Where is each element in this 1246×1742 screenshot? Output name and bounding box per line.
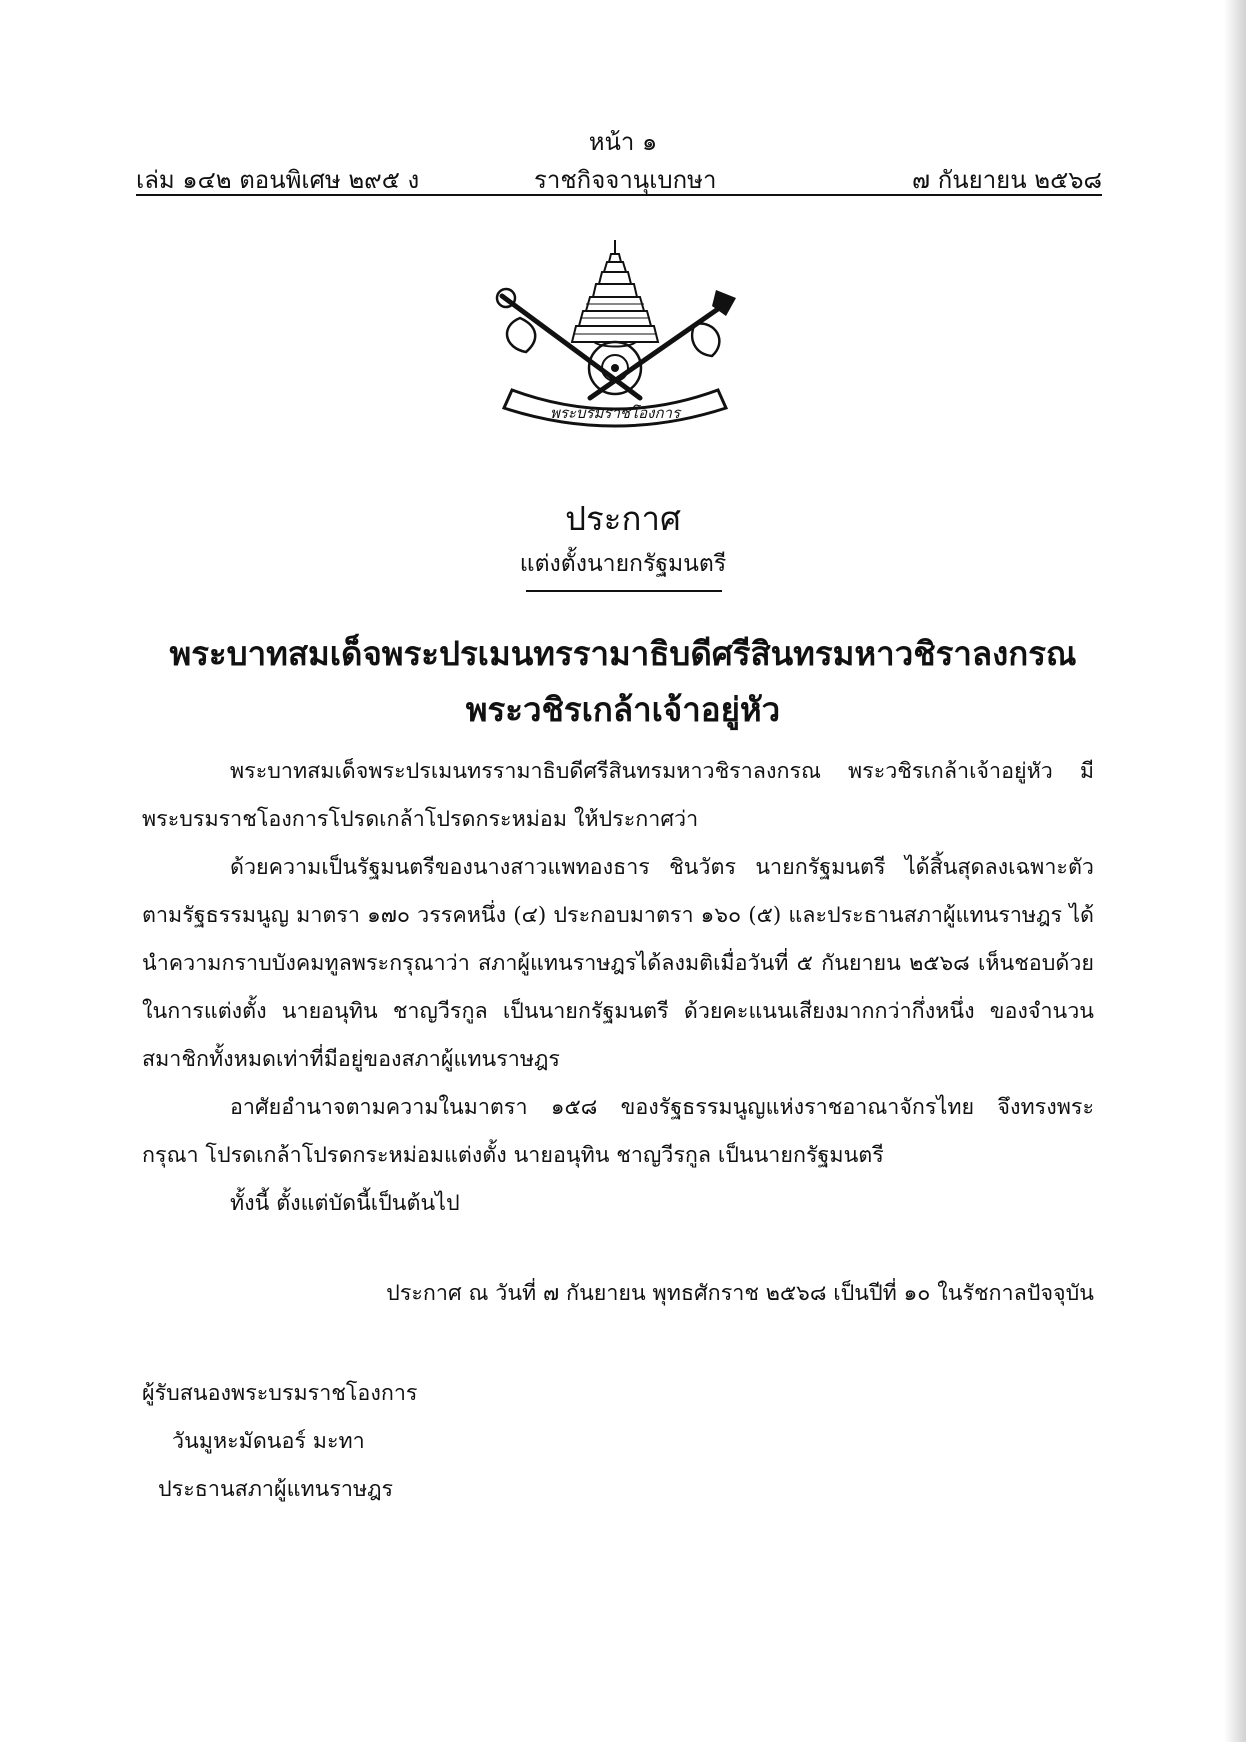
page-number: หน้า ๑ (588, 128, 658, 156)
paragraph-4: ทั้งนี้ ตั้งแต่บัดนี้เป็นต้นไป (230, 1191, 460, 1216)
countersign-position: ประธานสภาผู้แทนราษฎร (158, 1477, 394, 1502)
countersign-name: วันมูหะมัดนอร์ มะทา (172, 1429, 365, 1454)
announcement-dateline: ประกาศ ณ วันที่ ๗ กันยายน พุทธศักราช ๒๕๖๘ เป็นปีที่ ๑๐ ในรัชกาลปัจจุบัน (386, 1281, 1094, 1306)
gazette-header (136, 160, 1102, 196)
countersignature-block (142, 1370, 417, 1514)
paragraph-1: พระบาทสมเด็จพระปรเมนทรรามาธิบดีศรีสินทรมหาวชิราลงกรณ พระวชิรเกล้าเจ้าอยู่หัว มีพระบรมราชโองการโปรดเกล้าโปรดกระหม่อม ให้ประกาศว่า (142, 759, 1094, 832)
ribbon-text: พระบรมราชโองการ (549, 404, 681, 422)
announcement-subtitle: แต่งตั้งนายกรัฐมนตรี (519, 551, 727, 577)
volume-issue: เล่ม ๑๔๒ ตอนพิเศษ ๒๙๕ ง (136, 166, 420, 194)
gazette-name: ราชกิจจานุเบกษา (534, 166, 717, 194)
announcement-title: ประกาศ (565, 499, 681, 538)
king-name (0, 626, 1246, 738)
countersign-heading: ผู้รับสนองพระบรมราชโองการ (142, 1381, 418, 1406)
king-name-line-1: พระบาทสมเด็จพระปรเมนทรรามาธิบดีศรีสินทรมหาวชิราลงกรณ (169, 634, 1077, 673)
paragraph-3: อาศัยอำนาจตามความในมาตรา ๑๕๘ ของรัฐธรรมนูญแห่งราชอาณาจักรไทย จึงทรงพระกรุณา โปรดเกล้าโปรดกระหม่อมแต่งตั้ง นายอนุทิน ชาญวีรกูล เป็นนายกรัฐมนตรี (142, 1095, 1094, 1168)
king-name-line-2: พระวชิรเกล้าเจ้าอยู่หัว (465, 690, 781, 729)
title-divider (526, 590, 722, 592)
paragraph-2: ด้วยความเป็นรัฐมนตรีของนางสาวแพทองธาร ชินวัตร นายกรัฐมนตรี ได้สิ้นสุดลงเฉพาะตัว ตามรัฐธรรมนูญ มาตรา ๑๗๐ วรรคหนึ่ง (๔) ประกอบมาตรา ๑๖๐ (๕) และประธานสภาผู้แทนราษฎร ได้นำความกราบบังคมทูลพระกรุณาว่า สภาผู้แทนราษฎรได้ลงมติเมื่อวันที่ ๕ กันยายน ๒๕๖๘ เห็นชอบด้วย ในการแต่งตั้ง นายอนุทิน ชาญวีรกูล เป็นนายกรัฐมนตรี ด้วยคะแนนเสียงมากกว่ากึ่งหนึ่ง ของจำนวนสมาชิกทั้งหมดเท่าที่มีอยู่ของสภาผู้แทนราษฎร (142, 855, 1094, 1072)
gazette-date: ๗ กันยายน ๒๕๖๘ (912, 166, 1102, 194)
announcement-body (142, 748, 1094, 1228)
royal-seal-emblem (490, 240, 740, 440)
page-edge-shadow (1224, 0, 1246, 1742)
